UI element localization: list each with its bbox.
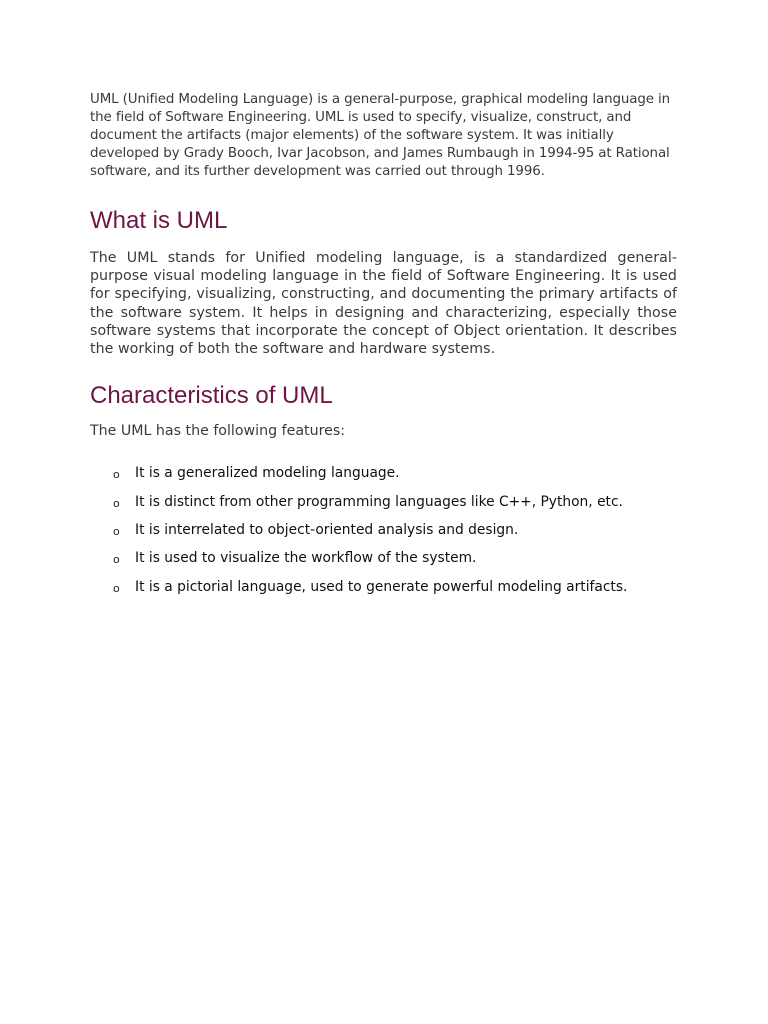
list-item [90,549,677,577]
what-is-uml-paragraph: The UML stands for Unified modeling language, is a standardized general-purpose visual modeling language in the field of Software Engineering. It is used for specifying, visualizing, constructing, and documenting the primary artifacts of the software system. It helps in designing and characterizing, especially those software systems that incorporate the concept of Object orientation. It describes the working of both the software and hardware systems. [90,250,677,358]
list-item-text: It is used to visualize the workflow of the system. [135,550,477,567]
list-item-text: It is a generalized modeling language. [135,465,400,482]
list-item-text: It is distinct from other programming languages like C++, Python, etc. [135,493,623,510]
list-item [90,493,677,521]
list-item [90,578,677,606]
bullet-icon: o [113,468,120,482]
what-is-uml-heading: What is UML [90,207,228,234]
bullet-icon: o [113,553,120,567]
bullet-icon: o [113,581,120,595]
list-item-text: It is interrelated to object-oriented analysis and design. [135,522,519,538]
bullet-icon: o [113,525,120,538]
list-item [90,521,677,549]
document-page [90,91,677,606]
list-item-text: It is a pictorial language, used to generate powerful modeling artifacts. [135,578,628,595]
intro-paragraph: UML (Unified Modeling Language) is a general-purpose, graphical modeling language in the field of Software Engineering. UML is used to specify, visualize, construct, and document the artifacts (major elements) of the software system. It was initially developed by Grady Booch, Ivar Jacobson, and James Rumbaugh in 1994-95 at Rational software, and its further development was carried out through 1996. [90,92,671,179]
characteristics-heading: Characteristics of UML [90,382,333,410]
list-item [90,464,677,492]
bullet-icon: o [113,496,120,510]
features-list [90,464,677,606]
characteristics-lead: The UML has the following features: [90,423,346,440]
